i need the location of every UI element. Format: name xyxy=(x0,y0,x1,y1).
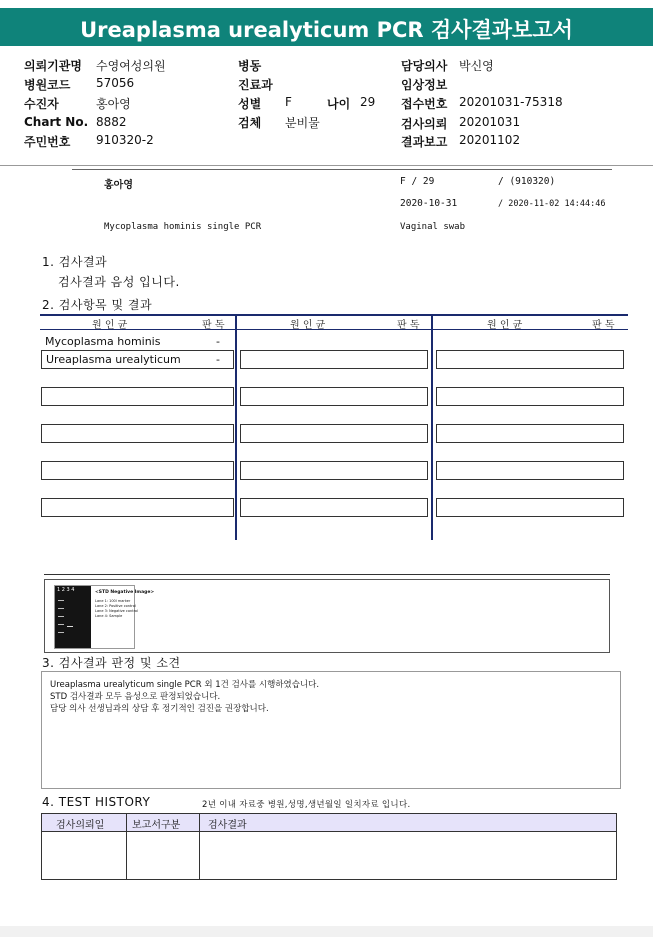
result-cell xyxy=(41,387,234,406)
doctor-label: 담당의사 xyxy=(401,59,448,73)
section1-result: 검사결과 음성 입니다. xyxy=(58,275,180,289)
history-col-divider xyxy=(126,814,127,879)
request-label: 검사의뢰 xyxy=(401,117,448,131)
result-cell xyxy=(436,461,624,480)
result-cell xyxy=(240,387,428,406)
result-value: 20201102 xyxy=(459,133,521,147)
gel-legend-line: Lane 1: 100l marker xyxy=(95,599,131,603)
result-cell xyxy=(240,424,428,443)
clinical-label: 임상정보 xyxy=(401,78,448,92)
opinion-text xyxy=(50,679,319,715)
receipt-label: 접수번호 xyxy=(401,97,448,111)
result-cell xyxy=(436,387,624,406)
gel-image xyxy=(54,585,155,649)
specimen-label: 검체 xyxy=(238,116,262,130)
history-col-request-date: 검사의뢰일 xyxy=(56,820,105,831)
chart-value: 8882 xyxy=(96,115,127,129)
title-bar xyxy=(0,8,653,46)
summary-date1: 2020-10-31 xyxy=(400,198,458,209)
summary-sex-age: F / 29 xyxy=(400,176,435,187)
row1-organism: Mycoplasma hominis xyxy=(45,335,161,348)
history-col-divider xyxy=(199,814,200,879)
result-cell xyxy=(436,424,624,443)
row2-organism: Ureaplasma urealyticum xyxy=(46,353,181,366)
gel-lanes xyxy=(55,586,91,648)
result-cell xyxy=(41,498,234,517)
gel-legend-line: Lane 3: Negative control xyxy=(95,609,139,613)
col-organism-2: 원 인 균 xyxy=(290,320,326,331)
age-label: 나이 xyxy=(327,97,351,111)
summary-name: 홍아영 xyxy=(104,180,133,191)
gel-top-rule xyxy=(44,574,610,575)
col-judgement-2: 판 독 xyxy=(397,320,420,331)
sex-label: 성별 xyxy=(238,97,262,111)
section1-title: 1. 검사결과 xyxy=(42,255,108,269)
gel-title: <STD Negative Image> xyxy=(95,590,155,595)
opinion-line: Ureaplasma urealyticum single PCR 외 1건 검사를 시행하였습니다. xyxy=(50,680,320,690)
col-organism-3: 원 인 균 xyxy=(487,320,523,331)
gel-band xyxy=(58,600,64,601)
dept-label: 진료과 xyxy=(238,78,273,92)
summary-test: Mycoplasma hominis single PCR xyxy=(104,222,262,232)
gel-band xyxy=(58,624,64,625)
request-value: 20201031 xyxy=(459,115,521,129)
gel-band xyxy=(67,626,73,627)
col-judgement-3: 판 독 xyxy=(592,320,615,331)
row2-result: - xyxy=(216,353,220,366)
result-cell xyxy=(41,424,234,443)
institution-value: 수영여성의원 xyxy=(96,59,166,73)
section4-title: 4. TEST HISTORY xyxy=(42,795,151,809)
gel-band xyxy=(58,608,64,609)
rrn-value: 910320-2 xyxy=(96,133,154,147)
summary-sample: Vaginal swab xyxy=(400,222,466,232)
ward-label: 병동 xyxy=(238,59,262,73)
history-col-report-type: 보고서구분 xyxy=(132,820,181,831)
patient-value: 홍아영 xyxy=(96,97,131,111)
result-cell xyxy=(41,461,234,480)
table-head-rule xyxy=(40,329,628,330)
result-label: 결과보고 xyxy=(401,135,448,149)
doctor-value: 박신영 xyxy=(459,59,494,73)
patient-label: 수진자 xyxy=(24,97,59,111)
result-cell xyxy=(240,350,428,369)
hospital-code-value: 57056 xyxy=(96,76,135,90)
gel-legend-line: Lane 4: Sample xyxy=(95,614,123,618)
summary-top-line xyxy=(72,169,612,170)
receipt-value: 20201031-75318 xyxy=(459,95,563,109)
institution-label: 의뢰기관명 xyxy=(24,59,82,73)
specimen-value: 분비물 xyxy=(285,116,320,130)
chart-label: Chart No. xyxy=(24,115,89,129)
gel-legend xyxy=(95,599,138,619)
result-cell xyxy=(436,498,624,517)
history-header-row xyxy=(42,814,616,832)
col-judgement-1: 판 독 xyxy=(202,320,225,331)
sex-value: F xyxy=(285,95,292,109)
history-table xyxy=(41,813,617,880)
result-cell xyxy=(436,350,624,369)
report-title: Ureaplasma urealyticum PCR 검사결과보고서 xyxy=(80,18,573,42)
result-cell xyxy=(41,350,234,369)
section4-note: 2년 이내 자료중 병원,성명,생년월일 일치자료 입니다. xyxy=(202,800,411,810)
age-value: 29 xyxy=(360,95,376,109)
summary-date2: / 2020-11-02 14:44:46 xyxy=(498,199,606,209)
report-header xyxy=(0,0,653,166)
report-body xyxy=(0,166,653,926)
table-col-divider-1 xyxy=(235,314,237,540)
gel-lane-numbers: 1 2 3 4 xyxy=(57,587,75,593)
gel-legend-line: Lane 2: Positive control xyxy=(95,604,136,608)
table-top-rule xyxy=(40,314,628,316)
gel-band xyxy=(58,616,64,617)
col-organism-1: 원 인 균 xyxy=(92,320,128,331)
summary-birth: / (910320) xyxy=(498,176,556,187)
section3-title: 3. 검사결과 판정 및 소견 xyxy=(42,656,181,670)
result-cell xyxy=(240,498,428,517)
result-cell xyxy=(240,461,428,480)
table-col-divider-2 xyxy=(431,314,433,540)
section2-title: 2. 검사항목 및 결과 xyxy=(42,298,153,312)
opinion-box xyxy=(41,671,621,789)
gel-band xyxy=(58,632,64,633)
hospital-code-label: 병원코드 xyxy=(24,78,71,92)
gel-image-frame xyxy=(44,579,610,653)
opinion-line: STD 검사결과 모두 음성으로 판정되었습니다. xyxy=(50,692,221,702)
history-col-result: 검사결과 xyxy=(208,820,247,831)
row1-result: - xyxy=(216,335,220,348)
opinion-line: 담당 의사 선생님과의 상담 후 정기적인 검진을 권장합니다. xyxy=(50,704,269,714)
rrn-label: 주민번호 xyxy=(24,135,71,149)
